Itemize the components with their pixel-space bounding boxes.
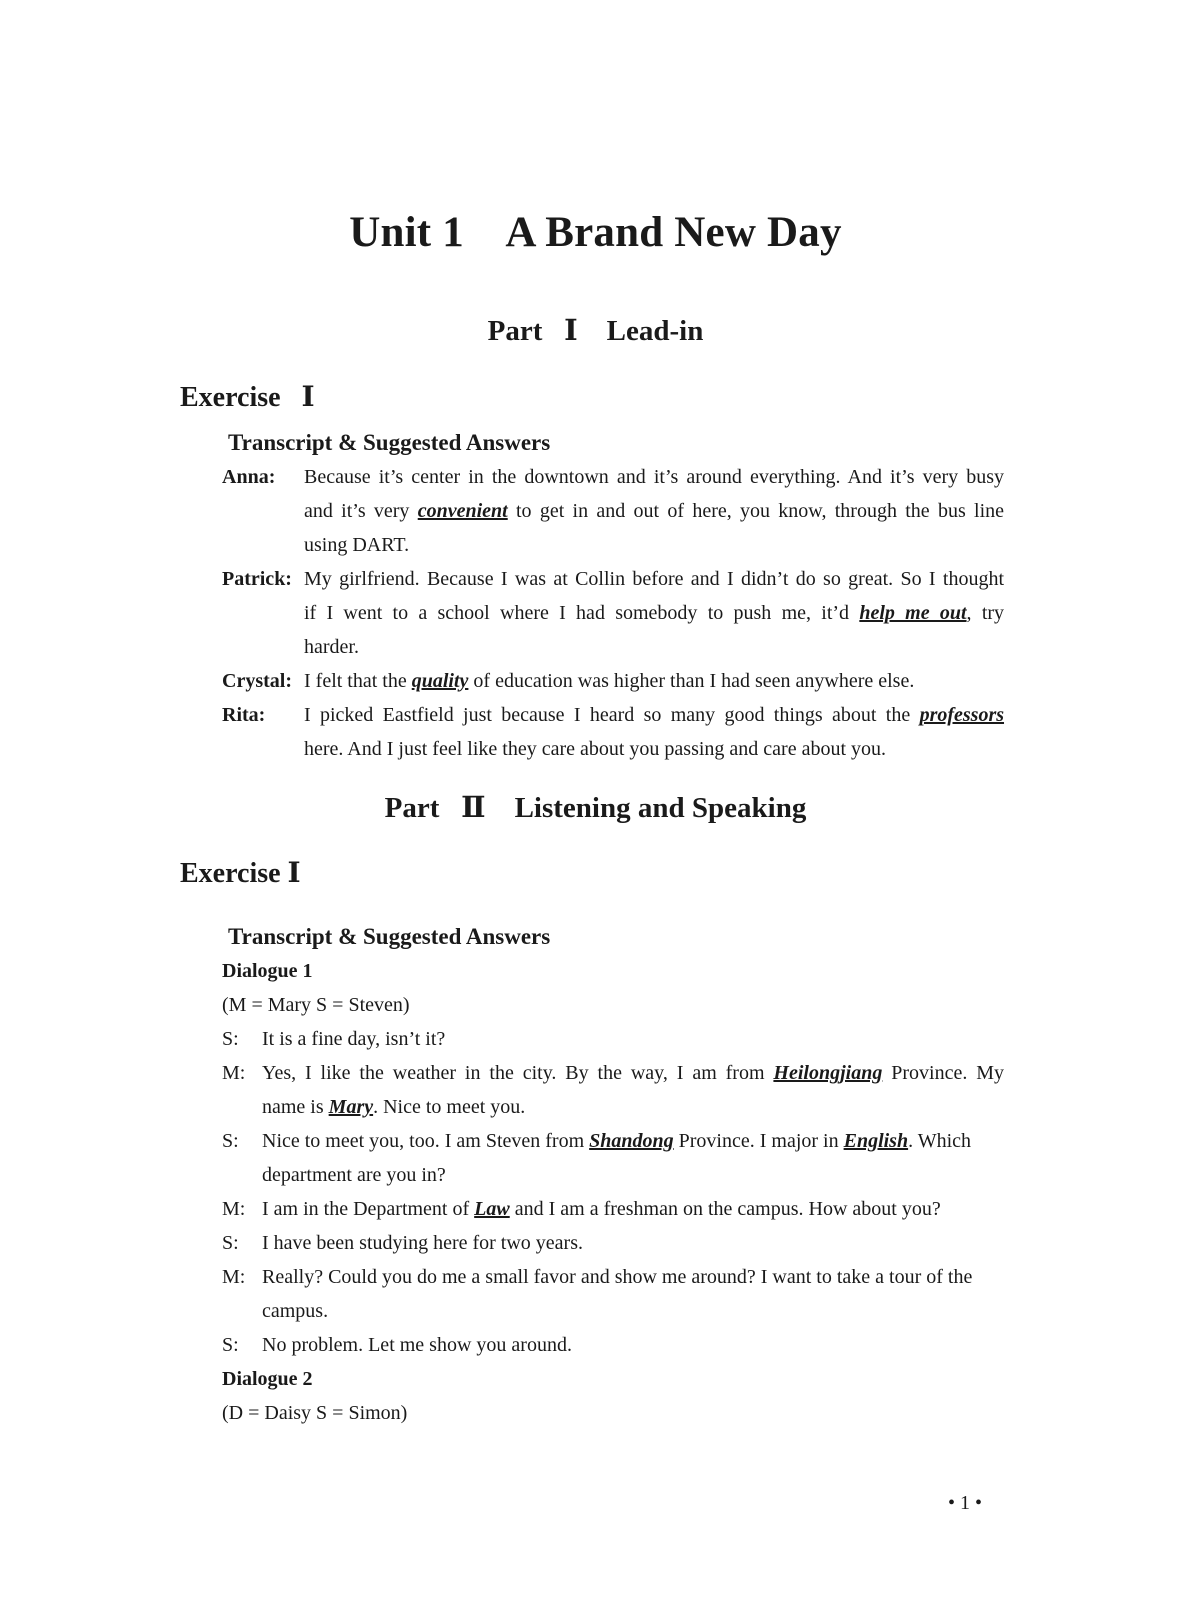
dialogue-line [262, 1094, 525, 1120]
dialogue-line: It is a fine day, isn’t it? [262, 1028, 446, 1050]
answer-english: English [843, 1130, 909, 1152]
patrick-line-3: harder. [304, 636, 359, 658]
speaker-anna: Anna: [222, 466, 276, 488]
rita-line-1 [304, 702, 1004, 728]
dialogue-speaker: M: [222, 1198, 246, 1220]
text: . Which [908, 1130, 972, 1152]
crystal-line-1 [304, 668, 914, 694]
text: of education was higher than I had seen anywhere else. [473, 670, 915, 692]
dialogue-line: department are you in? [262, 1164, 446, 1186]
speaker-patrick: Patrick: [222, 568, 292, 590]
dialogue-speaker: S: [222, 1334, 239, 1356]
text: I picked Eastfield just because I heard so many good things about the [304, 704, 911, 726]
dialogue-line: No problem. Let me show you around. [262, 1334, 572, 1356]
part-2-heading: Part Ⅱ Listening and Speaking [384, 792, 807, 824]
patrick-line-2 [304, 600, 1004, 626]
page-title: Unit 1 A Brand New Day [349, 209, 842, 256]
dialogue-2-cast: (D = Daisy S = Simon) [222, 1402, 408, 1424]
answer-mary: Mary [328, 1096, 374, 1118]
anna-line-2 [304, 498, 1004, 524]
dialogue-line: campus. [262, 1300, 329, 1322]
part-1-heading: Part Ⅰ Lead-in [487, 315, 704, 347]
text: , try [966, 602, 1005, 624]
text: Province. My [891, 1062, 1005, 1084]
text: Yes, I like the weather in the city. By the way, I am from [262, 1062, 765, 1084]
text: if I went to a school where I had somebody to push me, it’d [304, 602, 850, 624]
answer-shandong: Shandong [589, 1130, 674, 1152]
dialogue-1-title: Dialogue 1 [222, 960, 313, 982]
answer-law: Law [474, 1198, 510, 1220]
text: name is [262, 1096, 324, 1118]
dialogue-speaker: S: [222, 1232, 239, 1254]
answer-quality: quality [411, 670, 469, 692]
answer-professors: professors [919, 704, 1005, 726]
dialogue-speaker: M: [222, 1266, 246, 1288]
transcript-heading: Transcript & Suggested Answers [228, 430, 551, 455]
dialogue-2-title: Dialogue 2 [222, 1368, 313, 1390]
dialogue-speaker: S: [222, 1130, 239, 1152]
answer-help-me-out: help me out [859, 602, 967, 624]
dialogue-speaker: M: [222, 1062, 246, 1084]
dialogue-speaker: S: [222, 1028, 239, 1050]
rita-line-2: here. And I just feel like they care about you passing and care about you. [304, 738, 887, 760]
answer-convenient: convenient [417, 500, 508, 522]
exercise-1b-heading: Exercise Ⅰ [180, 858, 301, 889]
dialogue-line [262, 1196, 941, 1222]
anna-line-3: using DART. [304, 534, 410, 556]
text: I felt that the [304, 670, 407, 692]
dialogue-line: I have been studying here for two years. [262, 1232, 583, 1254]
dialogue-line [262, 1060, 1004, 1086]
answer-heilongjiang: Heilongjiang [773, 1062, 883, 1084]
text: Province. I major in [678, 1130, 839, 1152]
text: and I am a freshman on the campus. How about you? [514, 1198, 941, 1220]
speaker-crystal: Crystal: [222, 670, 292, 692]
text: . Nice to meet you. [373, 1096, 526, 1118]
speaker-rita: Rita: [222, 704, 266, 726]
text: Nice to meet you, too. I am Steven from [262, 1130, 585, 1152]
page-number: • 1 • [948, 1492, 983, 1514]
dialogue-line: Really? Could you do me a small favor and show me around? I want to take a tour of the [262, 1266, 973, 1288]
text: to get in and out of here, you know, through the bus line [516, 500, 1004, 522]
patrick-line-1: My girlfriend. Because I was at Collin before and I didn’t do so great. So I thought [304, 568, 1004, 590]
dialogue-1-cast: (M = Mary S = Steven) [222, 994, 410, 1016]
transcript-heading-2: Transcript & Suggested Answers [228, 924, 551, 949]
dialogue-line [262, 1128, 1004, 1154]
text: I am in the Department of [262, 1198, 470, 1220]
anna-line-1: Because it’s center in the downtown and it’s around everything. And it’s very busy [304, 466, 1004, 488]
text: and it’s very [304, 500, 410, 522]
exercise-1-heading: Exercise Ⅰ [180, 382, 315, 413]
